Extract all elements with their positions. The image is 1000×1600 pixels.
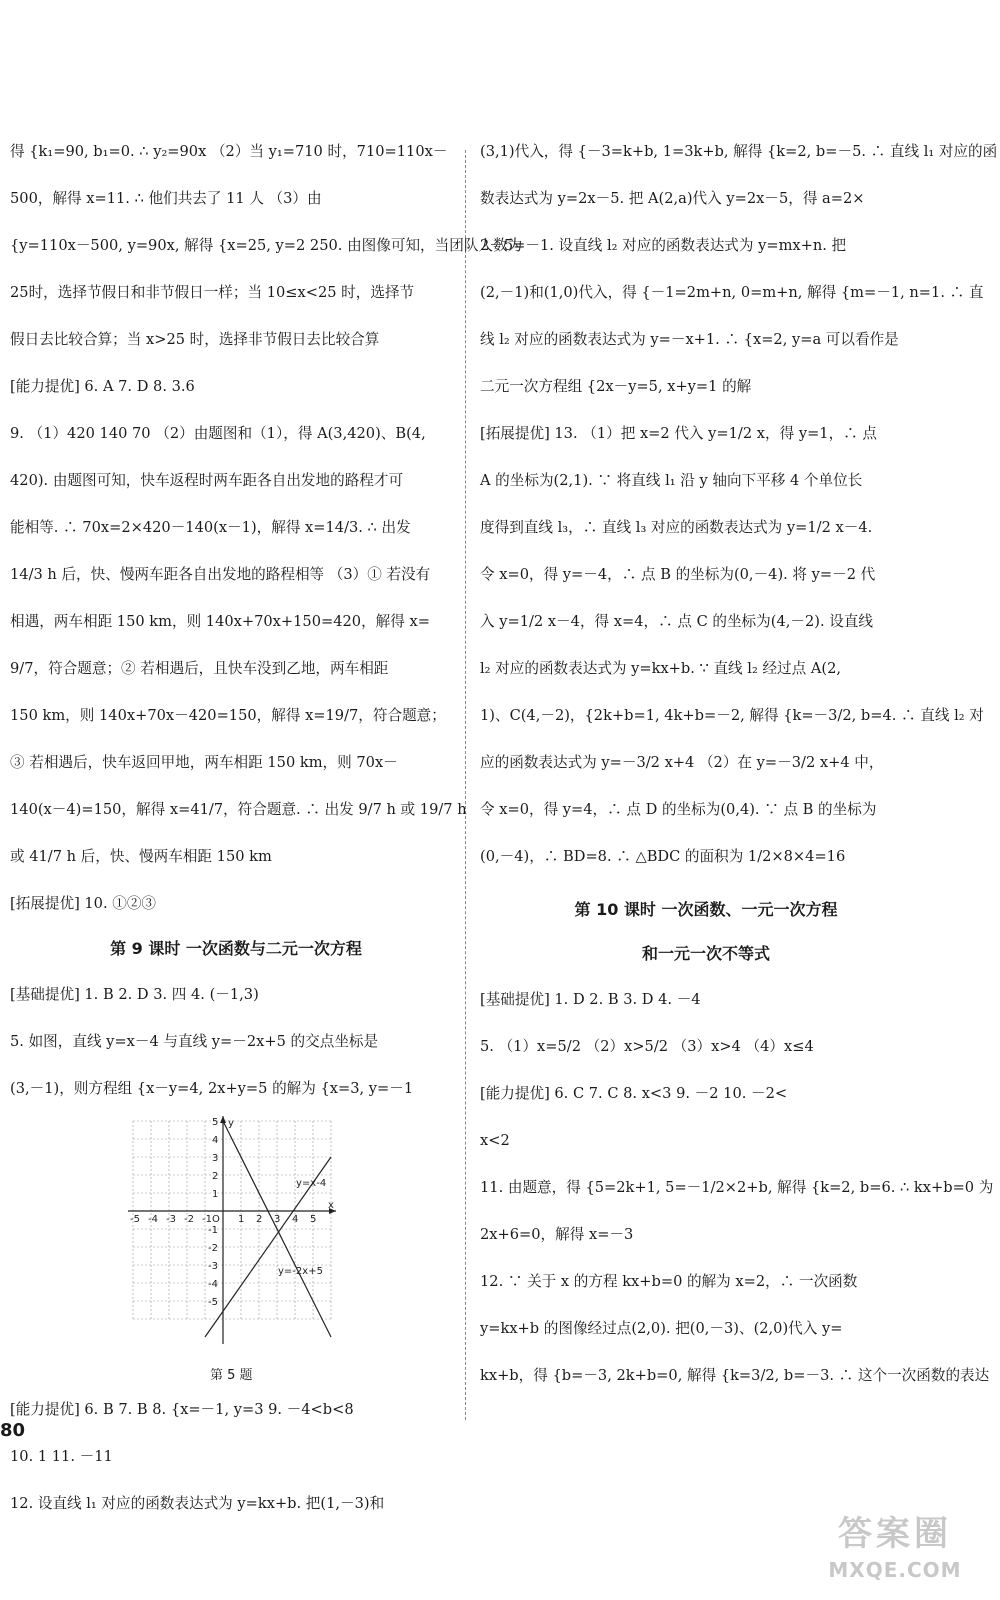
origin-label: O bbox=[212, 1214, 220, 1225]
text-line: 5. 如图，直线 y=x－4 与直线 y=－2x+5 的交点坐标是 bbox=[10, 1033, 379, 1050]
text-line: 入 y=1/2 x－4，得 x=4，∴ 点 C 的坐标为(4,－2). 设直线 bbox=[480, 613, 873, 630]
text-line: 12. 设直线 l₁ 对应的函数表达式为 y=kx+b. 把(1,－3)和 bbox=[10, 1495, 385, 1512]
text-line: {y=110x－500, y=90x, 解得 {x=25, y=2 250. 由图像可知，当团队人数为 bbox=[10, 237, 523, 254]
text-line: 500，解得 x=11. ∴ 他们共去了 11 人 （3）由 bbox=[10, 190, 322, 207]
text-line: l₂ 对应的函数表达式为 y=kx+b. ∵ 直线 l₂ 经过点 A(2, bbox=[480, 660, 842, 677]
text-line: 或 41/7 h 后，快、慢两车相距 150 km bbox=[10, 848, 272, 865]
text-line: 14/3 h 后，快、慢两车距各自出发地的路程相等 （3）① 若没有 bbox=[10, 566, 431, 583]
text-line: 2x+6=0，解得 x=－3 bbox=[480, 1226, 634, 1243]
grid bbox=[133, 1121, 333, 1319]
y-tick: 4 bbox=[212, 1135, 219, 1146]
section-title: 和一元一次不等式 bbox=[641, 944, 770, 963]
x-tick: -5 bbox=[130, 1214, 140, 1225]
x-tick: 3 bbox=[274, 1214, 281, 1225]
text-line: [能力提优] 6. C 7. C 8. x<3 9. －2 10. －2< bbox=[480, 1085, 788, 1102]
x-tick: 5 bbox=[310, 1214, 317, 1225]
text-line: (0,－4)，∴ BD=8. ∴ △BDC 的面积为 1/2×8×4=16 bbox=[480, 848, 846, 865]
x-tick: 1 bbox=[238, 1214, 245, 1225]
text-line: (2,－1)和(1,0)代入，得 {－1=2m+n, 0=m+n, 解得 {m=－1, n=1. ∴ 直 bbox=[480, 284, 984, 301]
text-line: 11. 由题意，得 {5=2k+1, 5=－1/2×2+b, 解得 {k=2, b=6. ∴ kx+b=0 为 bbox=[480, 1179, 994, 1196]
section-title: 第 10 课时 一次函数、一元一次方程 bbox=[574, 900, 838, 919]
text-line: 线 l₂ 对应的函数表达式为 y=－x+1. ∴ {x=2, y=a 可以看作是 bbox=[480, 331, 899, 348]
coordinate-graph bbox=[128, 1116, 338, 1346]
text-line: kx+b，得 {b=－3, 2k+b=0, 解得 {k=3/2, b=－3. ∴ 这个一次函数的表达 bbox=[480, 1367, 990, 1384]
text-line: 度得到直线 l₃，∴ 直线 l₃ 对应的函数表达式为 y=1/2 x－4. bbox=[480, 519, 873, 536]
text-line: 能相等. ∴ 70x=2×420－140(x－1)，解得 x=14/3. ∴ 出发 bbox=[10, 519, 411, 536]
y-tick: 1 bbox=[212, 1189, 219, 1200]
text-line: 2－5=－1. 设直线 l₂ 对应的函数表达式为 y=mx+n. 把 bbox=[480, 237, 847, 254]
text-line: 10. 1 11. －11 bbox=[10, 1448, 113, 1465]
text-line: 12. ∵ 关于 x 的方程 kx+b=0 的解为 x=2，∴ 一次函数 bbox=[480, 1273, 858, 1290]
text-line: 令 x=0，得 y=－4，∴ 点 B 的坐标为(0,－4). 将 y=－2 代 bbox=[480, 566, 876, 583]
x-tick: -1 bbox=[202, 1214, 212, 1225]
text-line: x<2 bbox=[480, 1132, 510, 1149]
y-tick: 2 bbox=[212, 1171, 219, 1182]
y-tick: -1 bbox=[208, 1225, 218, 1236]
y-tick: -2 bbox=[208, 1243, 218, 1254]
page-number: 80 bbox=[0, 1420, 26, 1441]
text-line: 1)、C(4,－2)，{2k+b=1, 4k+b=－2, 解得 {k=－3/2, b=4. ∴ 直线 l₂ 对 bbox=[480, 707, 984, 724]
text-line: 假日去比较合算；当 x>25 时，选择非节假日去比较合算 bbox=[10, 331, 380, 348]
text-line: [基础提优] 1. D 2. B 3. D 4. －4 bbox=[480, 991, 701, 1008]
x-tick: 4 bbox=[292, 1214, 299, 1225]
x-axis-label: x bbox=[328, 1200, 334, 1211]
text-line: (3,－1)，则方程组 {x－y=4, 2x+y=5 的解为 {x=3, y=－1 bbox=[10, 1080, 414, 1097]
section-title: 第 9 课时 一次函数与二元一次方程 bbox=[110, 939, 362, 958]
text-line: [能力提优] 6. B 7. B 8. {x=－1, y=3 9. －4<b<8 bbox=[10, 1401, 354, 1418]
text-line: 150 km，则 140x+70x－420=150，解得 x=19/7，符合题意； bbox=[10, 707, 446, 724]
column-divider bbox=[465, 150, 466, 1420]
y-tick: -3 bbox=[208, 1261, 218, 1272]
text-line: [能力提优] 6. A 7. D 8. 3.6 bbox=[10, 378, 195, 395]
y-tick: -4 bbox=[208, 1279, 218, 1290]
x-tick: -2 bbox=[184, 1214, 194, 1225]
text-line: 令 x=0，得 y=4，∴ 点 D 的坐标为(0,4). ∵ 点 B 的坐标为 bbox=[480, 801, 877, 818]
text-line: [基础提优] 1. B 2. D 3. 四 4. (－1,3) bbox=[10, 986, 259, 1003]
line-label-1: y=x-4 bbox=[296, 1178, 327, 1189]
text-line: 二元一次方程组 {2x－y=5, x+y=1 的解 bbox=[480, 378, 752, 395]
watermark-url: MXQE.COM bbox=[828, 1558, 962, 1582]
y-axis-label: y bbox=[228, 1118, 234, 1129]
text-line: [拓展提优] 10. ①②③ bbox=[10, 895, 157, 912]
y-tick: 5 bbox=[212, 1117, 219, 1128]
y-tick: -5 bbox=[208, 1297, 218, 1308]
x-tick: -3 bbox=[166, 1214, 176, 1225]
text-line: 数表达式为 y=2x－5. 把 A(2,a)代入 y=2x－5，得 a=2× bbox=[480, 190, 865, 207]
text-line: 应的函数表达式为 y=－3/2 x+4 （2）在 y=－3/2 x+4 中， bbox=[480, 754, 884, 771]
y-tick: 3 bbox=[212, 1153, 219, 1164]
right-column bbox=[480, 128, 998, 1399]
text-line: A 的坐标为(2,1). ∵ 将直线 l₁ 沿 y 轴向下平移 4 个单位长 bbox=[480, 472, 863, 489]
text-line: 9/7，符合题意；② 若相遇后，且快车没到乙地，两车相距 bbox=[10, 660, 389, 677]
text-line: [拓展提优] 13. （1）把 x=2 代入 y=1/2 x，得 y=1，∴ 点 bbox=[480, 425, 877, 442]
text-line: 5. （1）x=5/2 （2）x>5/2 （3）x>4 （4）x≤4 bbox=[480, 1038, 814, 1055]
graph-figure bbox=[10, 1116, 462, 1386]
figure-caption: 第 5 题 bbox=[210, 1368, 253, 1383]
x-tick: -4 bbox=[148, 1214, 158, 1225]
text-line: ③ 若相遇后，快车返回甲地，两车相距 150 km，则 70x－ bbox=[10, 754, 398, 771]
text-line: 420). 由题图可知，快车返程时两车距各自出发地的路程才可 bbox=[10, 472, 404, 489]
text-line: y=kx+b 的图像经过点(2,0). 把(0,－3)、(2,0)代入 y= bbox=[480, 1320, 843, 1337]
text-line: 9. （1）420 140 70 （2）由题图和（1），得 A(3,420)、B(4, bbox=[10, 425, 426, 442]
text-line: 25时，选择节假日和非节假日一样；当 10≤x<25 时，选择节 bbox=[10, 284, 415, 301]
text-line: 得 {k₁=90, b₁=0. ∴ y₂=90x （2）当 y₁=710 时，710=110x－ bbox=[10, 143, 448, 160]
left-column bbox=[10, 128, 523, 1527]
text-line: 相遇，两车相距 150 km，则 140x+70x+150=420，解得 x= bbox=[10, 613, 430, 630]
text-line: 140(x－4)=150，解得 x=41/7，符合题意. ∴ 出发 9/7 h 或 19/7 h bbox=[10, 801, 467, 818]
watermark-title: 答案圈 bbox=[838, 1514, 952, 1554]
text-line: (3,1)代入，得 {－3=k+b, 1=3k+b, 解得 {k=2, b=－5. ∴ 直线 l₁ 对应的函 bbox=[480, 143, 998, 160]
x-tick: 2 bbox=[256, 1214, 263, 1225]
watermark bbox=[800, 1512, 990, 1592]
line-label-2: y=-2x+5 bbox=[278, 1266, 323, 1277]
